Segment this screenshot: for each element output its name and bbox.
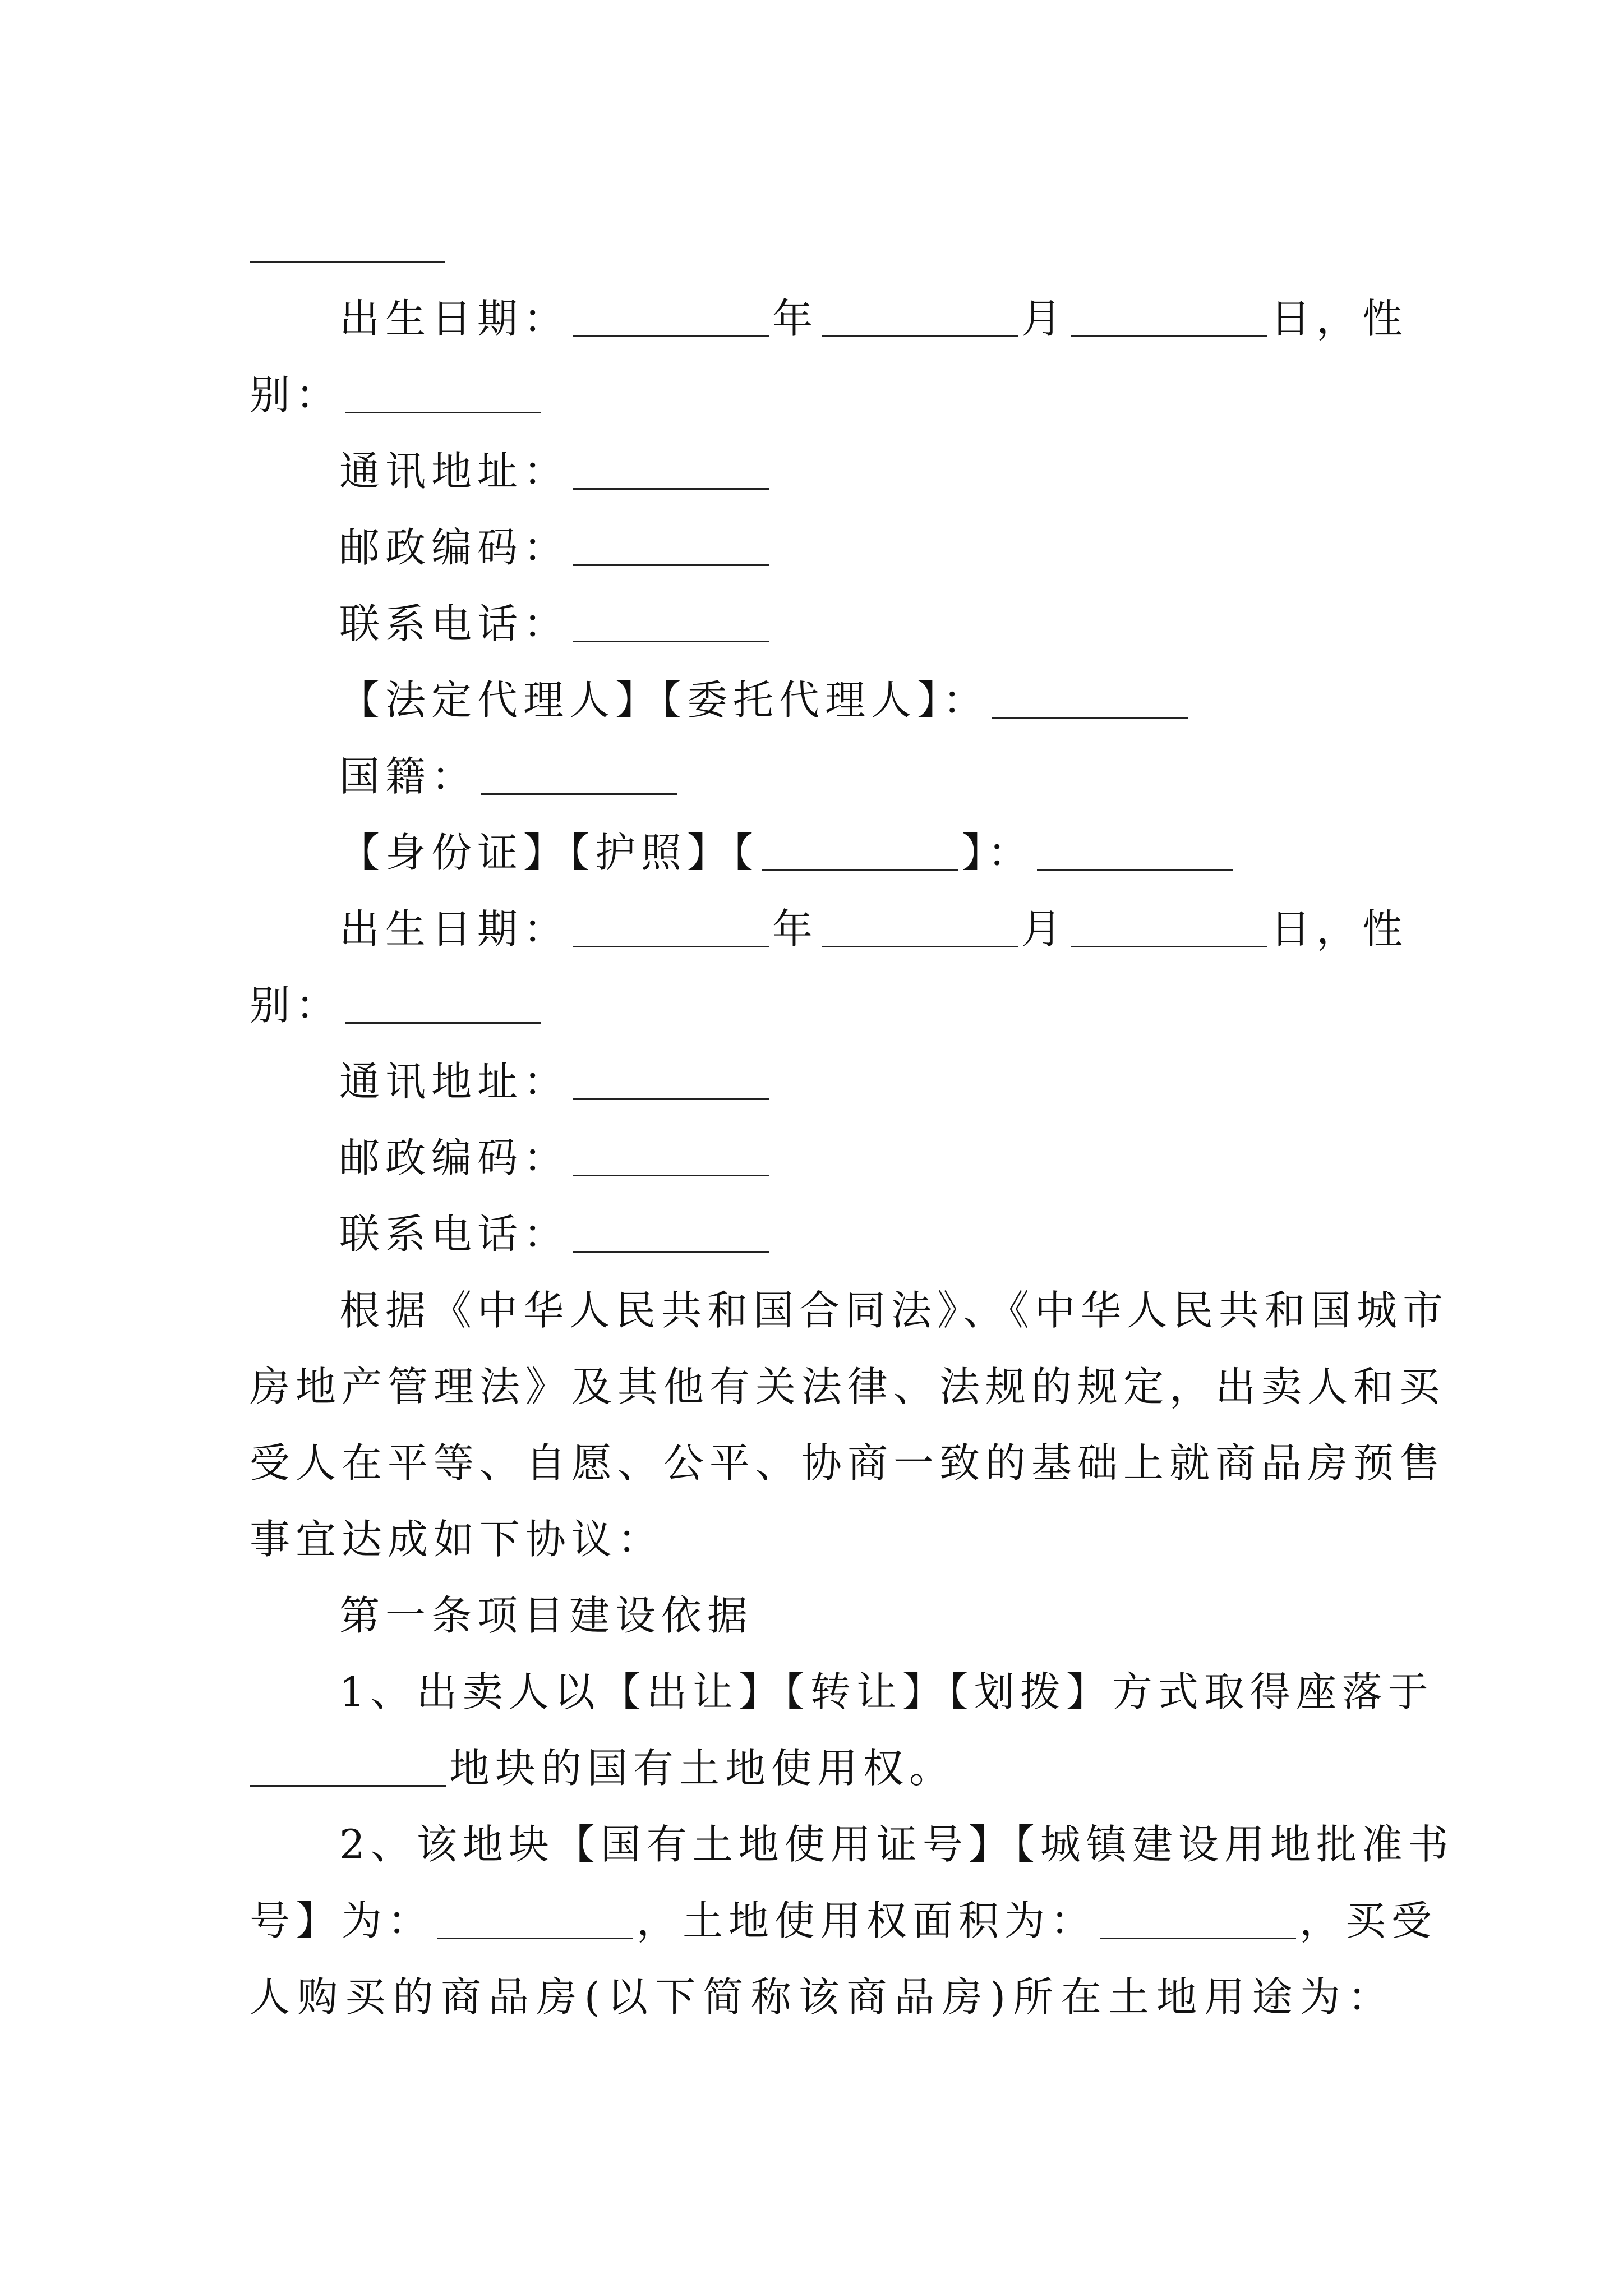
gender-line	[250, 967, 1394, 1043]
label: 月	[1021, 295, 1068, 342]
label: ，土地使用权面积为：	[637, 1897, 1097, 1944]
phone-line	[250, 586, 1394, 662]
paragraph-line: 事宜达成如下协议：	[250, 1516, 664, 1563]
postcode-blank[interactable]	[573, 1141, 769, 1176]
month-blank[interactable]	[822, 302, 1018, 337]
label: 月	[1021, 905, 1068, 953]
paragraph-line: 根据《中华人民共和国合同法》、《中华人民共和国城市	[339, 1287, 1449, 1334]
label: 日，性	[1270, 905, 1409, 953]
address-blank[interactable]	[573, 1065, 769, 1100]
article-item-line: 1、出卖人以【出让】【转让】【划拨】方式取得座落于	[339, 1668, 1434, 1715]
label: 联系电话：	[339, 1211, 570, 1258]
label: 通讯地址：	[339, 448, 570, 495]
label: 邮政编码：	[339, 1134, 570, 1181]
agent-blank[interactable]	[992, 683, 1188, 719]
phone-blank[interactable]	[573, 1217, 769, 1253]
label: 地块的国有土地使用权。	[449, 1745, 956, 1792]
year-blank[interactable]	[573, 302, 769, 337]
paragraph-line: 房地产管理法》及其他有关法律、法规的规定，出卖人和买	[250, 1363, 1446, 1410]
label: 】：	[962, 829, 1034, 876]
certificate-number-blank[interactable]	[437, 1904, 633, 1939]
nationality-line	[250, 738, 1394, 815]
id-line	[250, 815, 1394, 891]
birth-date-line	[250, 891, 1409, 967]
phone-blank[interactable]	[573, 607, 769, 642]
gender-line	[250, 357, 1394, 433]
address-blank[interactable]	[573, 454, 769, 490]
label: 出生日期：	[339, 295, 570, 342]
label: 年	[772, 295, 819, 342]
address-line	[250, 433, 1394, 509]
label: 邮政编码：	[339, 524, 570, 571]
blank-line	[250, 261, 445, 263]
gender-blank[interactable]	[345, 378, 541, 413]
article-item-line: 2、该地块【国有土地使用证号】【城镇建设用地批准书	[339, 1821, 1454, 1868]
month-blank[interactable]	[822, 912, 1018, 947]
postcode-blank[interactable]	[573, 531, 769, 566]
label: 号】为：	[250, 1897, 434, 1944]
article-item-line: 人购买的商品房(以下简称该商品房)所在土地用途为：	[250, 1973, 1394, 2021]
article-item-line	[250, 1883, 1438, 1959]
year-blank[interactable]	[573, 912, 769, 947]
gender-blank[interactable]	[345, 988, 541, 1024]
article-item-line	[250, 1730, 1394, 1806]
birth-date-line	[250, 280, 1409, 357]
day-blank[interactable]	[1071, 302, 1267, 337]
postcode-line	[250, 1120, 1394, 1196]
label: 联系电话：	[339, 600, 570, 647]
location-blank[interactable]	[250, 1751, 446, 1787]
postcode-line	[250, 509, 1394, 586]
label: 【身份证】【护照】【	[339, 829, 759, 876]
id-type-blank[interactable]	[762, 836, 958, 871]
label: 年	[772, 905, 819, 953]
label: 出生日期：	[339, 905, 570, 953]
label: ，买受	[1299, 1897, 1438, 1944]
label: 别：	[250, 982, 342, 1029]
label: 通讯地址：	[339, 1058, 570, 1105]
address-line	[250, 1043, 1394, 1120]
label: 日，性	[1270, 295, 1409, 342]
paragraph-line: 受人在平等、自愿、公平、协商一致的基础上就商品房预售	[250, 1439, 1446, 1487]
agent-line	[250, 662, 1394, 738]
land-area-blank[interactable]	[1100, 1904, 1296, 1939]
nationality-blank[interactable]	[481, 760, 677, 795]
label: 国籍：	[339, 753, 478, 800]
phone-line	[250, 1196, 1394, 1272]
label: 【法定代理人】【委托代理人】：	[339, 677, 989, 724]
label: 别：	[250, 371, 342, 418]
article-title: 第一条项目建设依据	[339, 1592, 754, 1639]
day-blank[interactable]	[1071, 912, 1267, 947]
id-number-blank[interactable]	[1037, 836, 1233, 871]
